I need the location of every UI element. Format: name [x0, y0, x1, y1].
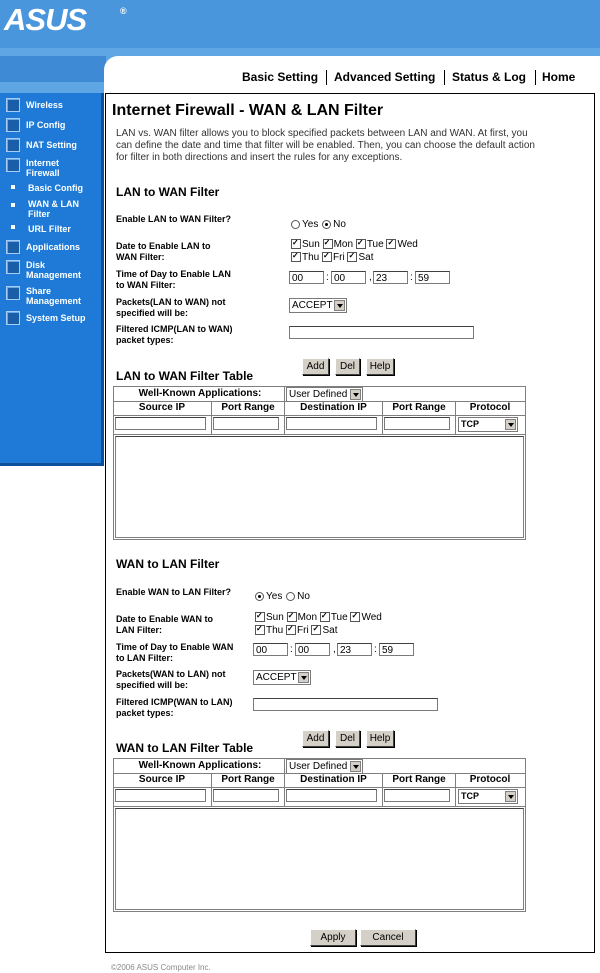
folder-icon [6, 98, 20, 112]
sidebar-item-disk-management[interactable] [0, 260, 101, 284]
column-header-destination-ip: Destination IP [300, 774, 367, 785]
lan-wan-enable-no-radio[interactable] [322, 220, 331, 229]
bullet-icon [11, 203, 15, 207]
day-label: Wed [397, 239, 418, 250]
sidebar-item-label: IP Config [26, 120, 66, 130]
wan-lan-packets-label: Packets(WAN to LAN) not specified will be: [116, 669, 226, 690]
wan-lan-source-port-input[interactable] [213, 789, 279, 802]
sidebar-subitem-url-filter[interactable] [0, 224, 101, 236]
sidebar-item-label: Applications [26, 242, 81, 252]
lan-wan-day-sun-checkbox[interactable] [291, 239, 301, 249]
wan-lan-icmp-label: Filtered ICMP(WAN to LAN) packet types: [116, 697, 233, 718]
sidebar-subitem-label: WAN & LAN Filter [28, 199, 79, 219]
lan-wan-day-thu-checkbox[interactable] [291, 252, 301, 262]
wan-lan-day-sat-checkbox[interactable] [311, 625, 321, 635]
sidebar-item-label: Internet Firewall [26, 158, 60, 178]
radio-label: No [333, 219, 346, 230]
time-colon: : [410, 272, 413, 283]
lan-wan-source-ip-input[interactable] [115, 417, 206, 430]
day-label: Mon [333, 239, 354, 250]
day-label: Sat [358, 252, 374, 263]
select-value: ACCEPT [292, 300, 333, 311]
lan-wan-end-hour-input[interactable]: 23 [373, 271, 408, 284]
radio-label: Yes [266, 591, 283, 602]
folder-icon [6, 158, 20, 172]
sidebar-item-ip-config[interactable] [0, 118, 101, 132]
lan-wan-start-hour-input[interactable]: 00 [289, 271, 324, 284]
lan-wan-end-minute-input[interactable]: 59 [415, 271, 450, 284]
header-left-block [0, 56, 106, 82]
wan-lan-enable-yes-radio[interactable] [255, 592, 264, 601]
sidebar-item-applications[interactable] [0, 240, 101, 254]
wan-lan-day-sun-checkbox[interactable] [255, 612, 265, 622]
column-header-source-ip: Source IP [138, 774, 186, 785]
select-value: ACCEPT [256, 672, 297, 683]
bullet-icon [11, 185, 15, 189]
sidebar-item-label: Wireless [26, 100, 63, 110]
day-label: Thu [302, 252, 320, 263]
sidebar-subitem-label: URL Filter [28, 224, 71, 234]
radio-label: No [297, 591, 310, 602]
column-header-protocol: Protocol [469, 774, 511, 785]
wan-lan-end-minute-input[interactable]: 59 [379, 643, 414, 656]
select-value: TCP [461, 791, 479, 801]
well-known-apps-label: Well-Known Applications: [138, 760, 262, 771]
lan-wan-day-fri-checkbox[interactable] [322, 252, 332, 262]
chevron-down-icon [505, 791, 516, 802]
lan-wan-icmp-label: Filtered ICMP(LAN to WAN) packet types: [116, 324, 233, 345]
logo-text: ASUS [4, 2, 87, 37]
day-label: Wed [361, 612, 382, 623]
wan-lan-help-button[interactable]: Help [366, 730, 394, 747]
sidebar-item-label: Disk Management [26, 260, 82, 280]
wan-lan-day-thu-checkbox[interactable] [255, 625, 265, 635]
column-header-port-range: Port Range [392, 774, 446, 785]
lan-wan-section-title: LAN to WAN Filter [116, 185, 220, 199]
sidebar-item-internet-firewall[interactable] [0, 158, 101, 182]
lan-wan-time-label: Time of Day to Enable LAN to WAN Filter: [116, 269, 231, 290]
sidebar-subitem-label: Basic Config [28, 183, 84, 193]
wan-lan-day-tue-checkbox[interactable] [320, 612, 330, 622]
wan-lan-table-title: WAN to LAN Filter Table [116, 741, 254, 755]
cancel-button[interactable]: Cancel [360, 929, 416, 946]
sidebar-item-label: System Setup [26, 313, 86, 323]
lan-wan-days-row1 [291, 239, 418, 251]
asus-logo [4, 2, 127, 37]
lan-wan-table-title: LAN to WAN Filter Table [116, 369, 254, 383]
day-label: Sun [302, 239, 320, 250]
wan-lan-start-hour-input[interactable]: 00 [253, 643, 288, 656]
wan-lan-time-label: Time of Day to Enable WAN to LAN Filter: [116, 642, 234, 663]
wan-lan-well-known-select[interactable] [286, 759, 363, 774]
lan-wan-icmp-input[interactable] [289, 326, 474, 339]
wan-lan-icmp-input[interactable] [253, 698, 438, 711]
lan-wan-well-known-select[interactable] [286, 387, 363, 402]
wan-lan-enable-label: Enable WAN to LAN Filter? [116, 587, 232, 597]
lan-wan-packets-select[interactable] [289, 298, 347, 313]
folder-icon [6, 311, 20, 325]
lan-wan-packets-label: Packets(LAN to WAN) not specified will be: [116, 297, 226, 318]
column-header-port-range: Port Range [221, 774, 275, 785]
wan-lan-day-wed-checkbox[interactable] [350, 612, 360, 622]
header-banner [0, 0, 600, 93]
lan-wan-help-button[interactable]: Help [366, 358, 394, 375]
chevron-down-icon [334, 300, 345, 311]
sidebar-subitem-wan-lan-filter[interactable] [0, 199, 101, 221]
wan-lan-destination-ip-input[interactable] [286, 789, 377, 802]
wan-lan-days-row2 [255, 625, 337, 637]
column-header-source-ip: Source IP [138, 402, 186, 413]
lan-wan-source-port-input[interactable] [213, 417, 279, 430]
sidebar-item-label: Share Management [26, 286, 82, 306]
page-intro: LAN vs. WAN filter allows you to block specified packets between LAN and WAN. At first, you can define the date and time that filter will be enabled. Then, you can choose the default action for filter in both directions and insert the rules for any exceptions. [116, 128, 535, 163]
chevron-down-icon [350, 389, 361, 400]
copyright-footer: ©2006 ASUS Computer Inc. [111, 963, 211, 972]
lan-wan-date-label: Date to Enable LAN to WAN Filter: [116, 241, 211, 262]
header-top-strip [0, 0, 600, 48]
time-separator: , [333, 644, 336, 655]
sidebar-subitem-basic-config[interactable] [0, 183, 101, 195]
sidebar-item-wireless[interactable] [0, 98, 101, 112]
nav-status-log[interactable]: Status & Log [452, 70, 526, 84]
folder-icon [6, 260, 20, 274]
wan-lan-start-minute-input[interactable]: 00 [295, 643, 330, 656]
day-label: Thu [266, 625, 284, 636]
lan-wan-day-mon-checkbox[interactable] [323, 239, 333, 249]
apply-button[interactable]: Apply [310, 929, 356, 946]
lan-wan-destination-port-input[interactable] [384, 417, 450, 430]
lan-wan-days-row2 [291, 252, 373, 264]
page-title: Internet Firewall - WAN & LAN Filter [112, 102, 384, 119]
nav-separator [326, 70, 327, 85]
wan-lan-end-hour-input[interactable]: 23 [337, 643, 372, 656]
lan-wan-day-sat-checkbox[interactable] [347, 252, 357, 262]
lan-wan-rules-list[interactable] [115, 436, 524, 538]
wan-lan-protocol-select[interactable] [458, 789, 518, 804]
folder-icon [6, 286, 20, 300]
lan-wan-day-wed-checkbox[interactable] [386, 239, 396, 249]
nav-separator [444, 70, 445, 85]
table-rule [113, 806, 525, 807]
day-label: Tue [366, 239, 384, 250]
lan-wan-add-button[interactable]: Add [302, 358, 329, 375]
nav-basic-setting[interactable]: Basic Setting [242, 70, 319, 84]
lan-wan-del-button[interactable]: Del [335, 358, 360, 375]
wan-lan-enable-no-radio[interactable] [286, 592, 295, 601]
sidebar-item-label: NAT Setting [26, 140, 77, 150]
wan-lan-destination-port-input[interactable] [384, 789, 450, 802]
column-header-destination-ip: Destination IP [300, 402, 367, 413]
time-colon: : [326, 272, 329, 283]
chevron-down-icon [298, 672, 309, 683]
table-rule [113, 787, 525, 788]
column-header-port-range: Port Range [392, 402, 446, 413]
nav-separator [535, 70, 536, 85]
lan-wan-start-minute-input[interactable]: 00 [331, 271, 366, 284]
table-rule [284, 386, 285, 401]
wan-lan-rules-list[interactable] [115, 808, 524, 910]
wan-lan-day-fri-checkbox[interactable] [286, 625, 296, 635]
wan-lan-source-ip-input[interactable] [115, 789, 206, 802]
nav-home[interactable]: Home [542, 70, 576, 84]
wan-lan-del-button[interactable]: Del [335, 730, 360, 747]
table-rule [113, 434, 525, 435]
lan-wan-enable-options [291, 219, 346, 231]
wan-lan-day-mon-checkbox[interactable] [287, 612, 297, 622]
nav-advanced-setting[interactable]: Advanced Setting [334, 70, 436, 84]
time-separator: , [369, 272, 372, 283]
sidebar-item-system-setup[interactable] [0, 311, 101, 325]
wan-lan-packets-select[interactable] [253, 670, 311, 685]
column-header-protocol: Protocol [469, 402, 511, 413]
lan-wan-day-tue-checkbox[interactable] [356, 239, 366, 249]
select-value: TCP [461, 419, 479, 429]
sidebar-item-nat-setting[interactable] [0, 138, 101, 152]
day-label: Fri [333, 252, 345, 263]
sidebar [0, 93, 104, 466]
time-colon: : [290, 644, 293, 655]
day-label: Sat [322, 625, 338, 636]
select-value: User Defined [289, 761, 348, 772]
bullet-icon [11, 225, 15, 229]
lan-wan-protocol-select[interactable] [458, 417, 518, 432]
well-known-apps-label: Well-Known Applications: [138, 388, 262, 399]
sidebar-item-share-management[interactable] [0, 286, 101, 310]
column-header-port-range: Port Range [221, 402, 275, 413]
radio-label: Yes [302, 219, 319, 230]
select-value: User Defined [289, 389, 348, 400]
folder-icon [6, 118, 20, 132]
day-label: Tue [330, 612, 348, 623]
day-label: Sun [266, 612, 284, 623]
day-label: Fri [297, 625, 309, 636]
wan-lan-add-button[interactable]: Add [302, 730, 329, 747]
lan-wan-destination-ip-input[interactable] [286, 417, 377, 430]
table-rule [113, 415, 525, 416]
table-rule [284, 758, 285, 773]
wan-lan-days-row1 [255, 612, 382, 624]
folder-icon [6, 138, 20, 152]
day-label: Mon [297, 612, 318, 623]
wan-lan-section-title: WAN to LAN Filter [116, 557, 220, 571]
chevron-down-icon [350, 761, 361, 772]
folder-icon [6, 240, 20, 254]
time-colon: : [374, 644, 377, 655]
wan-lan-date-label: Date to Enable WAN to LAN Filter: [116, 614, 214, 635]
lan-wan-enable-yes-radio[interactable] [291, 220, 300, 229]
wan-lan-enable-options [255, 591, 310, 603]
chevron-down-icon [505, 419, 516, 430]
lan-wan-enable-label: Enable LAN to WAN Filter? [116, 214, 232, 224]
registered-mark: ® [120, 6, 127, 16]
